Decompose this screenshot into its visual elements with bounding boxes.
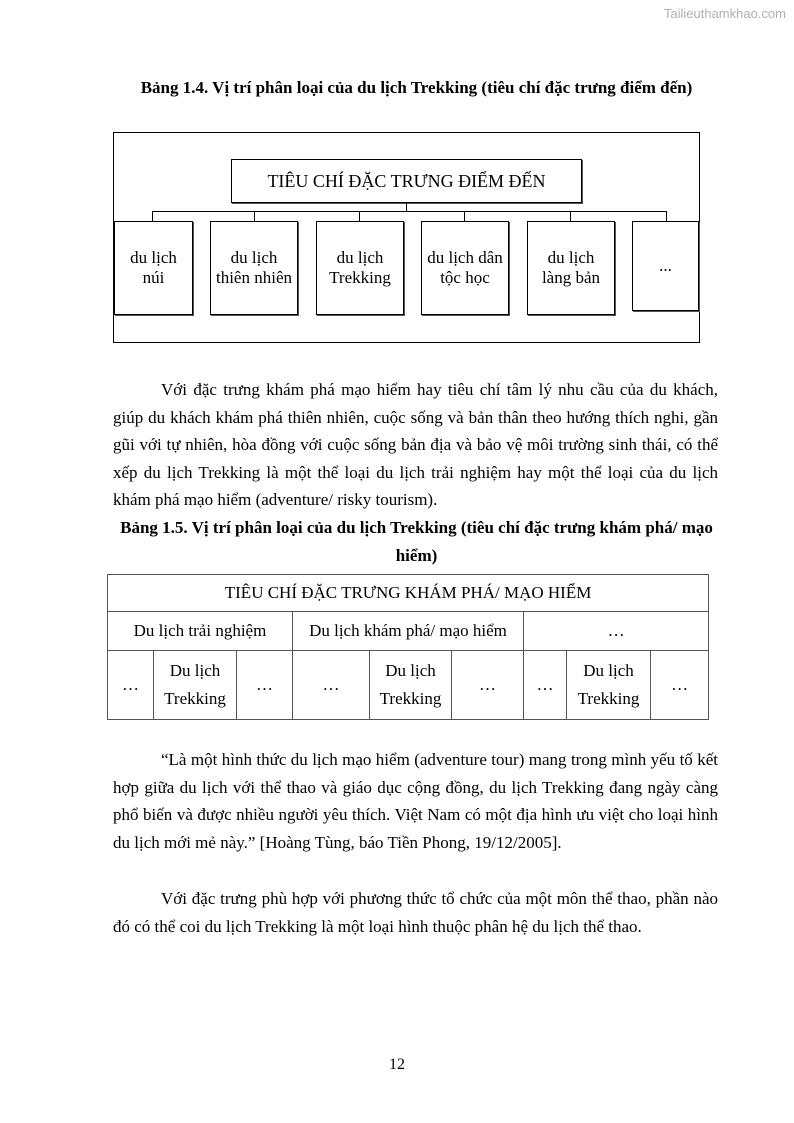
table-group-cell: Du lịch trải nghiệm bbox=[108, 612, 293, 651]
classification-diagram bbox=[113, 132, 700, 343]
table-cell: … bbox=[237, 651, 293, 720]
connector-drop bbox=[464, 211, 465, 221]
diagram-category-box: du lịch núi bbox=[114, 221, 193, 315]
table-1-5-caption: Bảng 1.5. Vị trí phân loại của du lịch Trekking (tiêu chí đặc trưng khám phá/ mạo hiểm) bbox=[120, 518, 713, 565]
table-1-4-caption: Bảng 1.4. Vị trí phân loại của du lịch Trekking (tiêu chí đặc trưng điểm đến) bbox=[140, 78, 693, 97]
table-header: TIÊU CHÍ ĐẶC TRƯNG KHÁM PHÁ/ MẠO HIỂM bbox=[108, 575, 709, 612]
diagram-category-box: ... bbox=[632, 221, 699, 311]
diagram-root-box: TIÊU CHÍ ĐẶC TRƯNG ĐIỂM ĐẾN bbox=[231, 159, 582, 203]
table-cell: Du lịch Trekking bbox=[154, 651, 237, 720]
table-cell: Du lịch Trekking bbox=[370, 651, 452, 720]
table-cell: Du lịch Trekking bbox=[567, 651, 651, 720]
diagram-category-box: du lịch dân tộc học bbox=[421, 221, 509, 315]
table-group-cell: … bbox=[524, 612, 709, 651]
table-cell: … bbox=[524, 651, 567, 720]
connector-drop bbox=[359, 211, 360, 221]
connector-drop bbox=[152, 211, 153, 221]
table-cell: … bbox=[108, 651, 154, 720]
body-paragraph: Với đặc trưng phù hợp với phương thức tổ chức của một môn thể thao, phần nào đó có thể coi du lịch Trekking là một loại hình thuộc phân hệ du lịch thể thao. bbox=[113, 889, 718, 936]
table-cell: … bbox=[452, 651, 524, 720]
table-group-cell: Du lịch khám phá/ mạo hiểm bbox=[293, 612, 524, 651]
classification-table bbox=[107, 574, 709, 720]
watermark: Tailieuthamkhao.com bbox=[663, 6, 786, 21]
body-paragraph: “Là một hình thức du lịch mạo hiểm (adventure tour) mang trong mình yếu tố kết hợp giữa du lịch với thể thao và giáo dục cộng đồng, du lịch Trekking đang ngày càng phổ biến và được nhiều người yêu thích. Việt Nam có một địa hình ưu việt cho loại hình du lịch mới mẻ này.” [Hoàng Tùng, báo Tiền Phong, 19/12/2005]. bbox=[113, 750, 718, 852]
connector-drop bbox=[570, 211, 571, 221]
connector-drop bbox=[666, 211, 667, 221]
table-cell: … bbox=[651, 651, 709, 720]
connector-vertical bbox=[406, 203, 407, 211]
connector-horizontal bbox=[152, 211, 666, 212]
table-cell: … bbox=[293, 651, 370, 720]
body-paragraph: Với đặc trưng khám phá mạo hiểm hay tiêu chí tâm lý nhu cầu của du khách, giúp du khách khám phá thiên nhiên, cuộc sống và bản thân theo hướng thích nghi, gần gũi với tự nhiên, hòa đồng với cuộc sống bản địa và bảo vệ môi trường sinh thái, có thể xếp du lịch Trekking là một thể loại du lịch trải nghiệm hay một thể loại của du lịch khám phá mạo hiểm (adventure/ risky tourism). bbox=[113, 380, 718, 510]
diagram-category-box: du lịch thiên nhiên bbox=[210, 221, 298, 315]
page-number: 12 bbox=[389, 1056, 405, 1073]
diagram-category-box: du lịch làng bản bbox=[527, 221, 615, 315]
diagram-category-box: du lịch Trekking bbox=[316, 221, 404, 315]
connector-drop bbox=[254, 211, 255, 221]
